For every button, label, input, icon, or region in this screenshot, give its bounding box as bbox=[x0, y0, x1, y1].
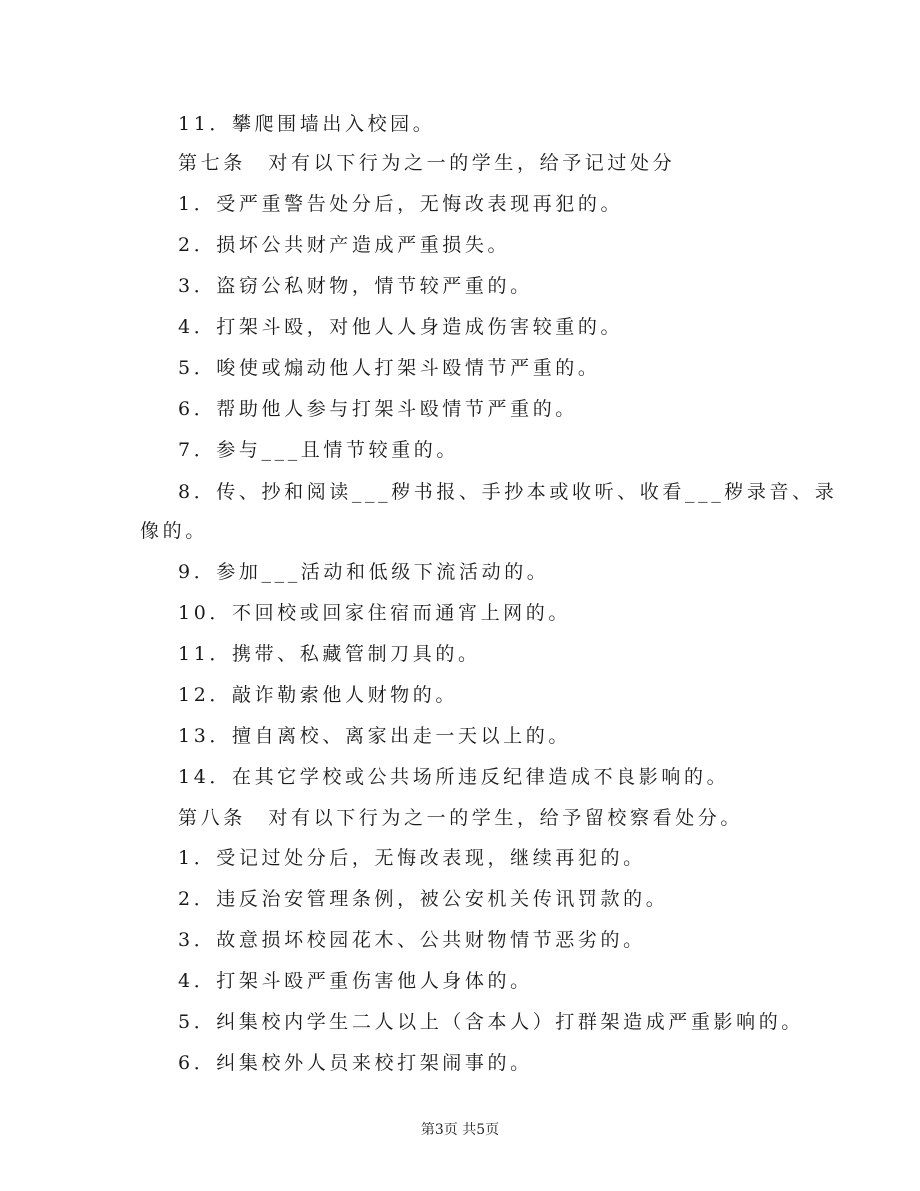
text-line: 12．敲诈勒索他人财物的。 bbox=[178, 684, 458, 706]
text-line-continuation: 像的。 bbox=[140, 520, 208, 542]
text-line: 4．打架斗殴，对他人人身造成伤害较重的。 bbox=[178, 316, 624, 338]
text-line: 10．不回校或回家住宿而通宵上网的。 bbox=[178, 602, 571, 624]
text-line: 8．传、抄和阅读___秽书报、手抄本或收听、收看___秽录音、录 bbox=[178, 481, 838, 503]
text-line: 2．损坏公共财产造成严重损失。 bbox=[178, 234, 511, 256]
text-line: 5．唆使或煽动他人打架斗殴情节严重的。 bbox=[178, 357, 601, 379]
text-line: 13．擅自离校、离家出走一天以上的。 bbox=[178, 725, 571, 747]
text-line: 14．在其它学校或公共场所违反纪律造成不良影响的。 bbox=[178, 766, 730, 788]
text-line: 4．打架斗殴严重伤害他人身体的。 bbox=[178, 970, 533, 992]
text-line: 11．攀爬围墙出入校园。 bbox=[178, 113, 436, 135]
text-line: 3．故意损坏校园花木、公共财物情节恶劣的。 bbox=[178, 929, 646, 951]
text-line: 1．受记过处分后，无悔改表现，继续再犯的。 bbox=[178, 847, 646, 869]
text-line: 5．纠集校内学生二人以上（含本人）打群架造成严重影响的。 bbox=[178, 1011, 804, 1033]
text-line: 6．纠集校外人员来校打架闹事的。 bbox=[178, 1052, 533, 1074]
text-line: 11．携带、私藏管制刀具的。 bbox=[178, 643, 481, 665]
page-footer: 第3页 共5页 bbox=[420, 1122, 500, 1138]
text-line: 3．盗窃公私财物，情节较严重的。 bbox=[178, 275, 533, 297]
text-line: 7．参与___且情节较重的。 bbox=[178, 439, 459, 461]
text-line: 9．参加___活动和低级下流活动的。 bbox=[178, 561, 550, 583]
text-line: 2．违反治安管理条例，被公安机关传讯罚款的。 bbox=[178, 888, 669, 910]
text-line: 6．帮助他人参与打架斗殴情节严重的。 bbox=[178, 398, 578, 420]
section-heading: 第八条 对有以下行为之一的学生，给予留校察看处分。 bbox=[178, 807, 744, 829]
text-line: 1．受严重警告处分后，无悔改表现再犯的。 bbox=[178, 193, 624, 215]
section-heading: 第七条 对有以下行为之一的学生，给予记过处分 bbox=[178, 152, 676, 174]
